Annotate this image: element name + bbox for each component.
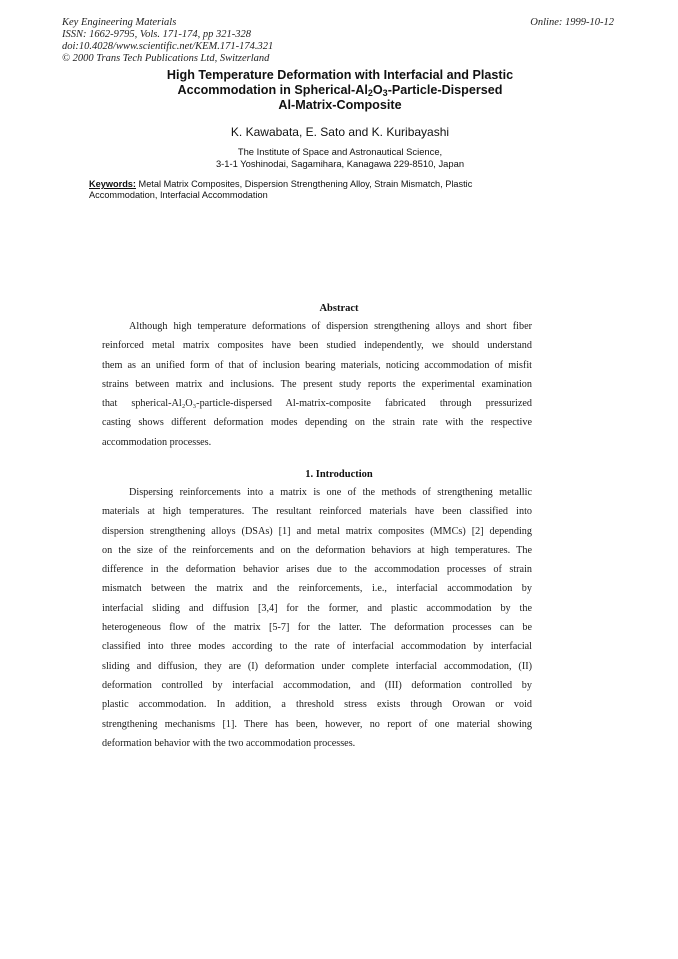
intro-line: materials at high temperatures. The resultant reinforced materials have been classified into xyxy=(102,506,532,518)
intro-line: strengthening mechanisms [1]. There has been, however, no report of one material showing xyxy=(102,718,532,730)
title-line-2: Accommodation in Spherical-$Al_2O_3-Particle$-Dispersed xyxy=(177,83,503,98)
intro-line: deformation controlled by interfacial accommodation, and (III) deformation controlled by xyxy=(102,679,532,691)
title-line-1: High Temperature Deformation with Interfacial and Plastic xyxy=(166,68,514,82)
issn-line: ISSN: 1662-9795, Vols. 171-174, pp 321-328 xyxy=(62,29,251,40)
abstract-line: them as an unified form of that of inclusion bearing materials, noticing accommodation of misfit xyxy=(102,359,532,371)
affiliation-line-1: The Institute of Space and Astronautical Science, xyxy=(237,146,443,157)
intro-line: deformation behavior with the two accommodation processes. xyxy=(102,737,356,749)
intro-line: on the size of the reinforcements and on the deformation behaviors at high temperatures. The xyxy=(102,544,532,556)
journal-header xyxy=(62,17,273,65)
keywords-line-1: Keywords: Metal Matrix Composites, Dispersion Strengthening Alloy, Strain Mismatch, Plastic xyxy=(89,179,473,189)
abstract-line: casting shows different deformation modes depending on the strain rate with the respective xyxy=(102,417,532,429)
intro-line: difference in the deformation behavior arises due to the accommodation processes of strain xyxy=(102,564,532,576)
intro-line: plastic accommodation. In addition, a threshold stress exists through Orowan or void xyxy=(102,699,532,711)
paper-title xyxy=(100,68,580,113)
doi-line: doi:10.4028/www.scientific.net/KEM.171-174.321 xyxy=(62,41,274,52)
keywords-label: Keywords: xyxy=(89,179,136,189)
keywords xyxy=(89,179,589,201)
copyright-line: © 2000 Trans Tech Publications Ltd, Switzerland xyxy=(62,53,270,64)
abstract-heading: Abstract xyxy=(319,303,359,314)
abstract-line: that spherical-Al₂O₃-particle-dispersed Al-matrix-composite fabricated through pressurized xyxy=(102,398,532,410)
journal-name: Key Engineering Materials xyxy=(62,17,177,28)
intro-line: classified into three modes according to the rate of interfacial accommodation by interfacial xyxy=(102,641,532,653)
intro-line: dispersion strengthening alloys (DSAs) [1] and metal matrix composites (MMCs) [2] depending xyxy=(102,525,532,537)
intro-line: sliding and diffusion, they are (I) deformation under complete interfacial accommodation, (II) xyxy=(102,660,532,672)
abstract-line: Although high temperature deformations of dispersion strengthening alloys and short fiber xyxy=(129,321,532,332)
affiliation-line-2: 3-1-1 Yoshinodai, Sagamihara, Kanagawa 229-8510, Japan xyxy=(215,158,465,169)
intro-line: interfacial sliding and diffusion [3,4] for the former, and plastic accommodation by the xyxy=(102,602,532,614)
title-line-3: Al-Matrix-Composite xyxy=(278,98,402,112)
abstract-body xyxy=(102,317,532,452)
authors: K. Kawabata, E. Sato and K. Kuribayashi xyxy=(230,125,450,139)
keywords-line-2: Accommodation, Interfacial Accommodation xyxy=(89,190,268,200)
introduction-heading: 1. Introduction xyxy=(305,469,373,480)
affiliation xyxy=(100,146,580,170)
abstract-line: accommodation processes. xyxy=(102,436,212,448)
online-date: Online: 1999-10-12 xyxy=(530,17,614,28)
abstract-line: reinforced metal matrix composites have been studied independently, we should understand xyxy=(102,340,532,352)
abstract-line: strains between matrix and inclusions. The present study reports the experimental examination xyxy=(102,378,532,390)
intro-line: Dispersing reinforcements into a matrix is one of the methods of strengthening metallic xyxy=(129,487,532,498)
intro-line: heterogeneous flow of the matrix [5-7] for the latter. The deformation processes can be xyxy=(102,622,532,634)
intro-line: mismatch between the matrix and the reinforcements, i.e., interfacial accommodation by xyxy=(102,583,532,595)
introduction-body xyxy=(102,483,532,753)
